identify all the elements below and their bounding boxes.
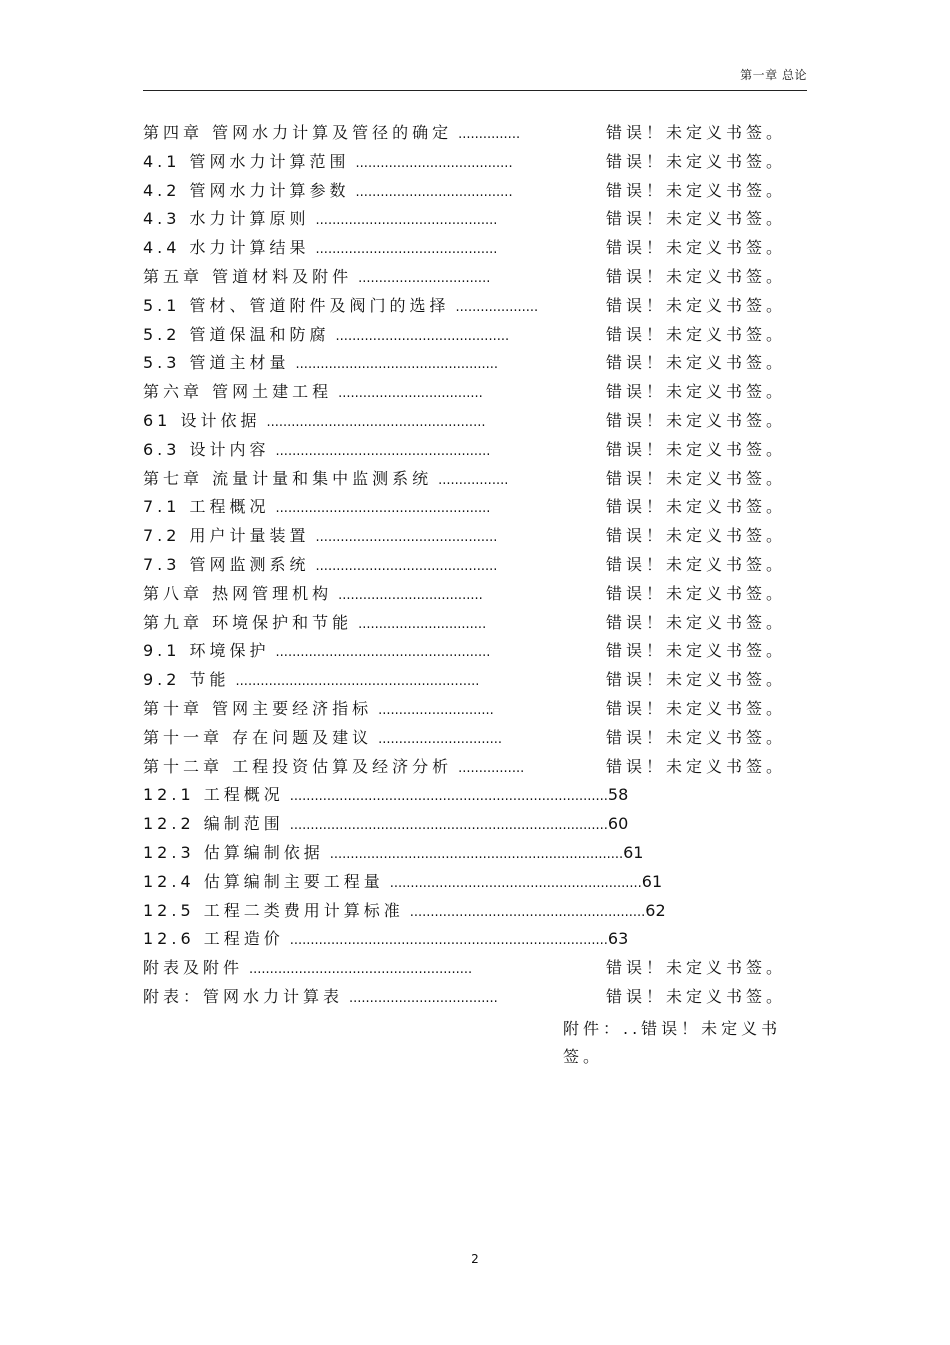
- toc-entry[interactable]: [143, 640, 823, 662]
- toc-entry-leader: ............................................: [315, 559, 498, 574]
- toc-entry-title: 第八章 热网管理机构: [143, 583, 333, 603]
- toc-entry-page: 错误！未定义书签。: [606, 526, 787, 546]
- toc-entry-leader: ............................: [378, 703, 494, 718]
- toc-entry-title: 第四章 管网水力计算及管径的确定: [143, 123, 453, 142]
- toc-entry-title: 5.3 管道主材量: [143, 353, 290, 373]
- toc-entry-title: 9.2 节能: [143, 670, 230, 690]
- toc-entry-leader: ...................................: [338, 386, 483, 402]
- toc-entry-leader: ....................................: [349, 991, 498, 1006]
- toc-entry-title: 附表：管网水力计算表: [143, 987, 344, 1006]
- toc-entry-page: 错误！未定义书签。: [606, 583, 787, 603]
- toc-entry[interactable]: [143, 928, 823, 950]
- toc-entry[interactable]: [143, 266, 823, 288]
- toc-entry-title: 第五章 管道材料及附件: [143, 267, 353, 286]
- toc-entry-leader: ...................................: [338, 587, 483, 603]
- toc-entry-page: 错误！未定义书签。: [606, 382, 787, 402]
- toc-entry-page: 错误！未定义书签。: [606, 670, 787, 690]
- toc-entry-title: 9.1 环境保护: [143, 641, 270, 661]
- toc-entry-page: 错误！未定义书签。: [606, 727, 787, 747]
- toc-entry-page: 错误！未定义书签。: [606, 295, 787, 315]
- toc-entry-page: 错误！未定义书签。: [606, 641, 787, 661]
- toc-entry-leader: ..............................: [378, 731, 503, 747]
- toc-entry[interactable]: [143, 352, 823, 374]
- toc-entry-title: 61 设计依据: [143, 411, 261, 430]
- toc-entry[interactable]: [143, 957, 823, 979]
- toc-entry[interactable]: [143, 381, 823, 403]
- toc-entry-title: 7.3 管网监测系统: [143, 555, 310, 574]
- toc-entry-leader: ...............................: [358, 616, 487, 632]
- toc-entry[interactable]: [143, 986, 823, 1008]
- toc-entry[interactable]: [143, 525, 823, 547]
- toc-entry[interactable]: [143, 554, 823, 576]
- toc-entry-page: 错误！未定义书签。: [606, 756, 787, 776]
- toc-entry-title: 4.1 管网水力计算范围: [143, 151, 350, 171]
- toc-entry-leader: ......................................: [355, 184, 513, 200]
- toc-entry-page: 错误！未定义书签。: [606, 411, 787, 430]
- toc-entry-page: 错误！未定义书签。: [606, 267, 787, 286]
- toc-entry[interactable]: [143, 496, 823, 518]
- toc-entry[interactable]: [143, 612, 823, 634]
- toc-entry[interactable]: [143, 122, 823, 144]
- toc-entry[interactable]: [143, 324, 823, 346]
- toc-entry-title: 第九章 环境保护和节能: [143, 612, 353, 632]
- toc-entry-leader: ............................................: [315, 242, 498, 258]
- toc-entry-page: 58: [607, 785, 629, 805]
- toc-entry-title: 12.2 编制范围: [143, 814, 284, 834]
- toc-entry-page: 错误！未定义书签。: [606, 238, 787, 258]
- toc-entry-title: 5.2 管道保温和防腐: [143, 324, 330, 344]
- toc-entry-page: 错误！未定义书签。: [606, 151, 787, 171]
- toc-entry-page: 60: [607, 814, 629, 834]
- toc-entry-leader: ....................................................: [275, 501, 491, 517]
- toc-entry[interactable]: [143, 410, 823, 432]
- toc-entry-page: 错误！未定义书签。: [606, 987, 787, 1006]
- page-header: 第一章 总论: [740, 68, 807, 82]
- toc-entry-title: 12.5 工程二类费用计算标准: [143, 900, 404, 920]
- toc-entry-leader: .....................................................: [266, 415, 486, 430]
- toc-entry[interactable]: [143, 468, 823, 490]
- toc-entry-page: 61: [623, 843, 644, 862]
- page-number: 2: [471, 1252, 479, 1266]
- toc-entry-title: 第六章 管网土建工程: [143, 382, 333, 402]
- toc-entry[interactable]: [143, 208, 823, 230]
- toc-entry-title: 6.3 设计内容: [143, 439, 270, 459]
- toc-entry-title: 12.1 工程概况: [143, 785, 284, 805]
- toc-entry-page: 错误！未定义书签。: [606, 353, 787, 373]
- toc-entry-title: 第七章 流量计量和集中监测系统: [143, 468, 433, 488]
- toc-entry-page: 错误！未定义书签。: [606, 324, 787, 344]
- toc-entry-leader: .............................................................: [389, 875, 642, 891]
- toc-entry-leader: ............................................: [315, 213, 498, 229]
- toc-entry[interactable]: [143, 784, 823, 806]
- toc-entry[interactable]: [143, 871, 823, 893]
- toc-entry-title: 12.4 估算编制主要工程量: [143, 871, 384, 891]
- toc-entry[interactable]: [143, 842, 823, 864]
- toc-entry[interactable]: [143, 813, 823, 835]
- toc-entry-page: 错误！未定义书签。: [606, 209, 787, 229]
- toc-entry[interactable]: [143, 756, 823, 778]
- toc-entry-leader: ....................................................: [275, 443, 491, 459]
- toc-entry-page: 62: [645, 900, 666, 920]
- toc-entry-page: 错误！未定义书签。: [606, 699, 787, 718]
- toc-entry-title: 4.4 水力计算结果: [143, 238, 310, 258]
- toc-entry-leader: ...........................................................: [235, 674, 480, 690]
- toc-entry-title: 第十章 管网主要经济指标: [143, 699, 373, 718]
- toc-entry-page: 错误！未定义书签。: [606, 439, 787, 459]
- toc-entry-page: 错误！未定义书签。: [606, 468, 787, 488]
- toc-entry-page: 63: [607, 929, 629, 949]
- toc-entry-leader: .........................................................: [409, 904, 646, 920]
- toc-entry[interactable]: [143, 900, 823, 922]
- toc-entry-leader: .................................................: [295, 357, 499, 373]
- toc-entry-leader: .................: [438, 472, 509, 488]
- toc-entry-leader: ............................................: [315, 530, 498, 546]
- toc-entry-leader: ....................: [455, 299, 539, 315]
- toc-entry-leader: .......................................................................: [329, 847, 624, 862]
- toc-entry-page: 61: [641, 871, 663, 891]
- toc-entry-leader: ....................................................: [275, 645, 491, 661]
- toc-entry-title: 7.2 用户计量装置: [143, 526, 310, 546]
- toc-entry-title: 7.1 工程概况: [143, 497, 270, 517]
- toc-entry-title: 第十一章 存在问题及建议: [143, 727, 373, 747]
- toc-entry-page: 错误！未定义书签。: [606, 555, 787, 574]
- toc-entry-leader: .............................................................................: [289, 789, 608, 805]
- toc-entry-page: 错误！未定义书签。: [606, 123, 787, 142]
- toc-entry-leader: ......................................................: [249, 962, 473, 978]
- toc-entry-leader: ..........................................: [335, 328, 510, 344]
- toc-entry-leader: ...............: [458, 127, 521, 142]
- toc-entry-leader: ................: [458, 760, 525, 776]
- toc-entry-title: 4.2 管网水力计算参数: [143, 180, 350, 200]
- toc-entry[interactable]: [143, 698, 823, 720]
- toc-entry-title: 附表及附件: [143, 958, 244, 978]
- toc-entry[interactable]: [143, 237, 823, 259]
- toc-entry-leader: ................................: [358, 271, 491, 286]
- toc-entry-title: 12.3 估算编制依据: [143, 843, 324, 862]
- toc-entry-title: 4.3 水力计算原则: [143, 209, 310, 229]
- toc-entry-leader: .............................................................................: [289, 933, 608, 949]
- toc-entry-title: 12.6 工程造价: [143, 929, 284, 949]
- toc-entry-page: 错误！未定义书签。: [606, 497, 787, 517]
- toc-entry-page: 错误！未定义书签。: [606, 180, 787, 200]
- toc-entry-title: 5.1 管材、管道附件及阀门的选择: [143, 295, 450, 315]
- toc-entry[interactable]: [143, 180, 823, 202]
- toc-entry[interactable]: [143, 669, 823, 691]
- toc-entry-page: 错误！未定义书签。: [606, 612, 787, 632]
- toc-entry[interactable]: [143, 727, 823, 749]
- toc-entry[interactable]: [143, 295, 823, 317]
- toc-entry-attachment[interactable]: 附件：..错误！未定义书签。: [563, 1019, 782, 1066]
- toc-entry-title: 第十二章 工程投资估算及经济分析: [143, 756, 453, 776]
- toc-entry-leader: ......................................: [355, 155, 513, 171]
- toc-entry-page: 错误！未定义书签。: [606, 958, 787, 978]
- toc-entry[interactable]: [143, 583, 823, 605]
- toc-entry[interactable]: [143, 439, 823, 461]
- toc-entry[interactable]: [143, 151, 823, 173]
- toc-entry-leader: .............................................................................: [289, 818, 608, 834]
